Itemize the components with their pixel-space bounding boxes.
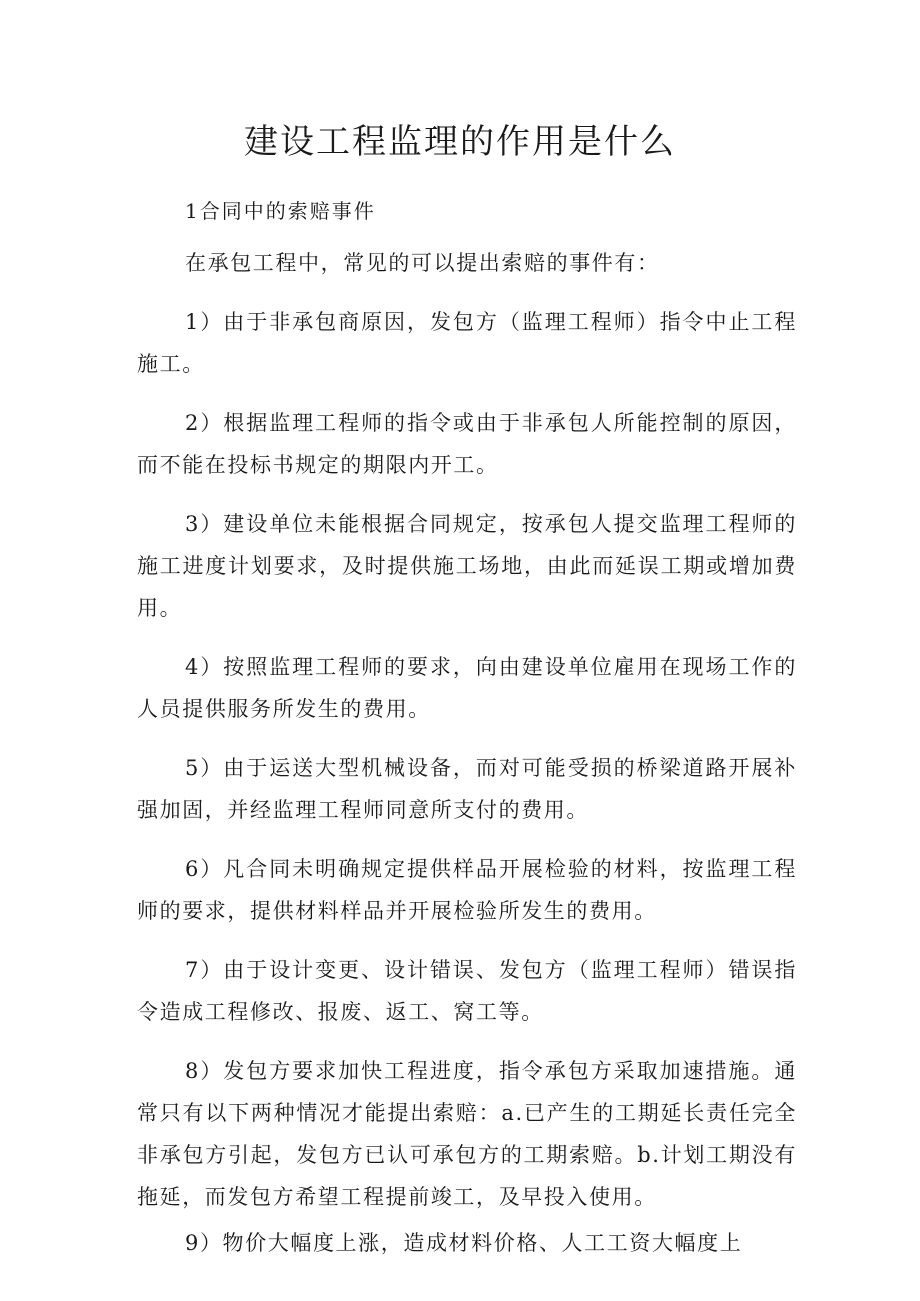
paragraph-item-1: 1）由于非承包商原因，发包方（监理工程师）指令中止工程施工。 xyxy=(137,310,797,376)
paragraph-item-6: 6）凡合同未明确规定提供样品开展检验的材料，按监理工程师的要求，提供材料样品并开展检验所发生的费用。 xyxy=(137,857,797,923)
paragraph-intro: 在承包工程中，常见的可以提出索赔的事件有： xyxy=(185,251,660,275)
section-heading: 1合同中的索赔事件 xyxy=(185,199,376,223)
paragraph-item-4: 4）按照监理工程师的要求，向由建设单位雇用在现场工作的人员提供服务所发生的费用。 xyxy=(137,655,797,721)
document-body xyxy=(137,242,797,1281)
paragraph-item-3: 3）建设单位未能根据合同规定，按承包人提交监理工程师的施工进度计划要求，及时提供施工场地，由此而延误工期或增加费用。 xyxy=(137,512,797,620)
paragraph-item-5: 5）由于运送大型机械设备，而对可能受损的桥梁道路开展补强加固，并经监理工程师同意所支付的费用。 xyxy=(137,756,797,822)
paragraph-item-8: 8）发包方要求加快工程进度，指令承包方采取加速措施。通常只有以下两种情况才能提出索赔：a.已产生的工期延长责任完全非承包方引起，发包方已认可承包方的工期索赔。b.计划工期没有拖延，而发包方希望工程提前竣工，及早投入使用。 xyxy=(137,1059,797,1209)
paragraph-item-9: 9）物价大幅度上涨，造成材料价格、人工工资大幅度上 xyxy=(185,1231,743,1255)
paragraph-item-2: 2）根据监理工程师的指令或由于非承包人所能控制的原因，而不能在投标书规定的期限内开工。 xyxy=(137,411,797,477)
paragraph-item-7: 7）由于设计变更、设计错误、发包方（监理工程师）错误指令造成工程修改、报废、返工、窝工等。 xyxy=(137,958,797,1024)
document-title: 建设工程监理的作用是什么 xyxy=(244,122,676,162)
